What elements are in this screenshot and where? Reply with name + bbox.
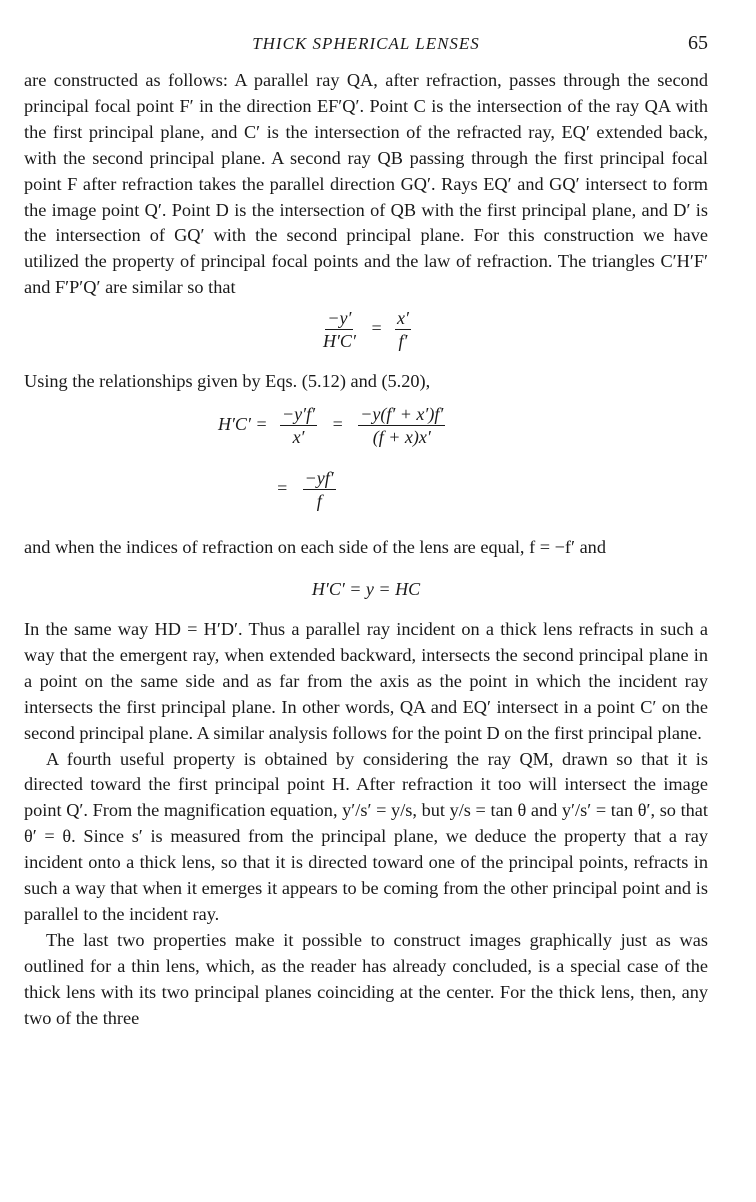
fraction — [358, 403, 445, 448]
paragraph-5: A fourth useful property is obtained by considering the ray QM, drawn so that it is directed toward the first principal point H. After refraction it too will intersect the image point Q′. From the magnification equation, y′/s′ = y/s, but y/s = tan θ and y′/s′ = tan θ′, so that θ′ = θ. Since s′ is measured from the principal plane, we deduce the property that a ray incident onto a thick lens, so that it is directed toward one of the principal points, refracts in such a way that when it emerges it appears to be coming from the other principal point and is parallel to the incident ray. — [24, 748, 708, 924]
numerator: −y(f′ + x′)f′ — [360, 404, 444, 425]
fraction — [395, 307, 411, 352]
page-header — [24, 28, 708, 58]
paragraph-6: The last two properties make it possible to construct images graphically just as was outlined for a thin lens, which, as the reader has already concluded, is a special case of the thick lens with its two principal planes coinciding at the center. For the thick lens, then, any two of the three — [24, 929, 708, 1028]
equation-lhs: H′C′ = — [218, 413, 268, 434]
fraction — [280, 403, 317, 448]
numerator: −yf′ — [304, 468, 334, 489]
book-page — [24, 28, 708, 1031]
denominator: H′C′ — [323, 331, 356, 352]
paragraph-4: In the same way HD = H′D′. Thus a parallel ray incident on a thick lens refracts in such a way that the emergent ray, when extended backward, intersects the second principal plane in a point on the same side and as far from the axis as the point in which the incident ray intersects the first principal plane. In other words, QA and EQ′ intersect in a point C′ on the second principal plane. A similar analysis follows for the point D on the first principal plane. — [24, 618, 708, 743]
equation-text: H′C′ = y = HC — [311, 578, 421, 599]
equals-sign: = — [276, 477, 289, 498]
denominator: f′ — [398, 331, 408, 352]
equals-sign: = — [331, 413, 344, 434]
denominator: (f + x)x′ — [372, 427, 431, 448]
paragraph-3: and when the indices of refraction on each side of the lens are equal, f = −f′ and — [24, 537, 606, 558]
denominator: x′ — [292, 427, 305, 448]
numerator: x′ — [397, 308, 409, 329]
page-number: 65 — [688, 32, 708, 54]
fraction — [303, 467, 336, 512]
numerator: −y′ — [327, 308, 352, 329]
numerator: −y′f′ — [282, 404, 316, 425]
fraction — [321, 307, 358, 352]
equals-sign: = — [370, 317, 383, 338]
paragraph-1: are constructed as follows: A parallel ray QA, after refraction, passes through the second principal focal point F′ in the direction EF′Q′. Point C is the intersection of the ray QA with the first principal plane, and C′ is the intersection of the refracted ray, EQ′ extended back, with the second principal plane. A second ray QB passing through the first principal focal point F after refraction takes the parallel direction GQ′. Rays EQ′ and GQ′ intersect to form the image point Q′. Point D is the intersection of QB with the first principal plane, and D′ is the intersection of GQ′ with the second principal plane. For this construction we have utilized the property of principal focal points and the law of refraction. The triangles C′H′F′ and F′P′Q′ are similar so that — [24, 70, 708, 298]
denominator: f — [316, 491, 322, 512]
equation-similar-triangles — [24, 307, 708, 369]
running-title: THICK SPHERICAL LENSES — [252, 34, 480, 53]
equation-hc-equal — [24, 561, 708, 617]
paragraph-2: Using the relationships given by Eqs. (5.12) and (5.20), — [24, 371, 431, 392]
equation-hc-derivation — [24, 395, 708, 535]
